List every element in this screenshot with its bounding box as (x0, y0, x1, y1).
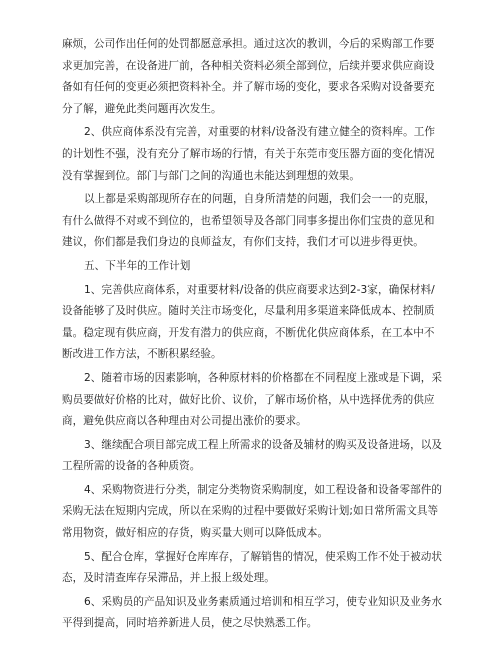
text-line: 采购无法在短期内完成，所以在采购的过程中要做好采购计划;如日常所需文具等 (62, 505, 439, 518)
paragraph-plan-1 (62, 280, 442, 366)
text-line: 建议，你们都是我们身边的良师益友，有你们支持，我们才可以进步得更快。 (62, 236, 424, 249)
text-line: 2、供应商体系没有完善，对重要的材料/设备没有建立健全的资料库。工作 (84, 126, 436, 139)
text-line: 1、完善供应商体系，对重要材料/设备的供应商要求达到2-3家，确保材料/ (84, 283, 435, 296)
text-line: 量。稳定现有供应商，开发有潜力的供应商，不断优化供应商体系，在工本中不 (62, 326, 435, 339)
text-line: 常用物资，做好相应的存货，购买量大则可以降低成本。 (62, 527, 329, 540)
paragraph-continued-note (62, 34, 442, 120)
paragraph-summary (62, 189, 442, 254)
section-title: 五、下半年的工作计划 (84, 259, 191, 272)
text-line: 分了解，避免此类问题再次发生。 (62, 102, 222, 115)
text-line: 设备能够了及时供应。随时关注市场变化，尽量利用多渠道来降低成本、控制质 (62, 305, 435, 318)
text-line: 3、继续配合项目部完成工程上所需求的设备及辅材的购买及设备进场，以及 (84, 438, 442, 451)
text-line: 有什么做得不对或不到位的，也希望领导及各部门同事多提出你们宝贵的意见和 (62, 214, 435, 227)
text-line: 备如有任何的变更必须把资料补全。并了解市场的变化，要求各采购对设备要充 (62, 81, 435, 94)
paragraph-issue-2 (62, 122, 442, 187)
text-line: 5、配合仓库，掌握好仓库库存，了解销售的情况，使采购工作不处于被动状 (84, 550, 442, 563)
document-body (62, 34, 442, 635)
paragraph-plan-6 (62, 592, 442, 635)
text-line: 6、采购员的产品知识及业务素质通过培训和相互学习，使专业知识及业务水 (84, 595, 442, 608)
text-line: 商，避免供应商以各种理由对公司提出涨价的要求。 (62, 415, 307, 428)
text-line: 2、随着市场的因素影响，各种原材料的价格都在不同程度上涨或是下调，采 (84, 371, 442, 384)
text-line: 态，及时清查库存呆滞品，并上报上级处理。 (62, 572, 275, 585)
paragraph-plan-2 (62, 368, 442, 433)
text-line: 以上都是采购部现所存在的问题，自身所清楚的问题，我们会一一的克服， (84, 193, 436, 206)
text-line: 购员要做好价格的比对，做好比价、议价，了解市场价格，从中选择优秀的供应 (62, 393, 435, 406)
section-heading (62, 256, 442, 278)
text-line: 麻烦，公司作出任何的处罚都愿意承担。通过这次的教训，今后的采购部工作要 (62, 38, 435, 50)
text-line: 的计划性不强，没有充分了解市场的行情，有关于东莞市变压器方面的变化情况 (62, 147, 435, 160)
text-line: 工程所需的设备的各种质资。 (62, 460, 201, 473)
text-line: 4、采购物资进行分类，制定分类物资采购制度，如工程设备和设备零部件的 (84, 483, 442, 496)
paragraph-plan-3 (62, 435, 442, 478)
text-line: 断改进工作方法，不断积累经验。 (62, 348, 222, 361)
text-line: 平得到提高，同时培养新进人员，使之尽快熟悉工作。 (62, 617, 318, 630)
text-line: 求更加完善，在设备进厂前，各种相关资料必须全部到位，后续并要求供应商设 (62, 59, 435, 72)
paragraph-plan-5 (62, 547, 442, 590)
text-line: 没有掌握到位。部门与部门之间的沟通也未能达到理想的效果。 (62, 169, 361, 182)
paragraph-plan-4 (62, 480, 442, 545)
